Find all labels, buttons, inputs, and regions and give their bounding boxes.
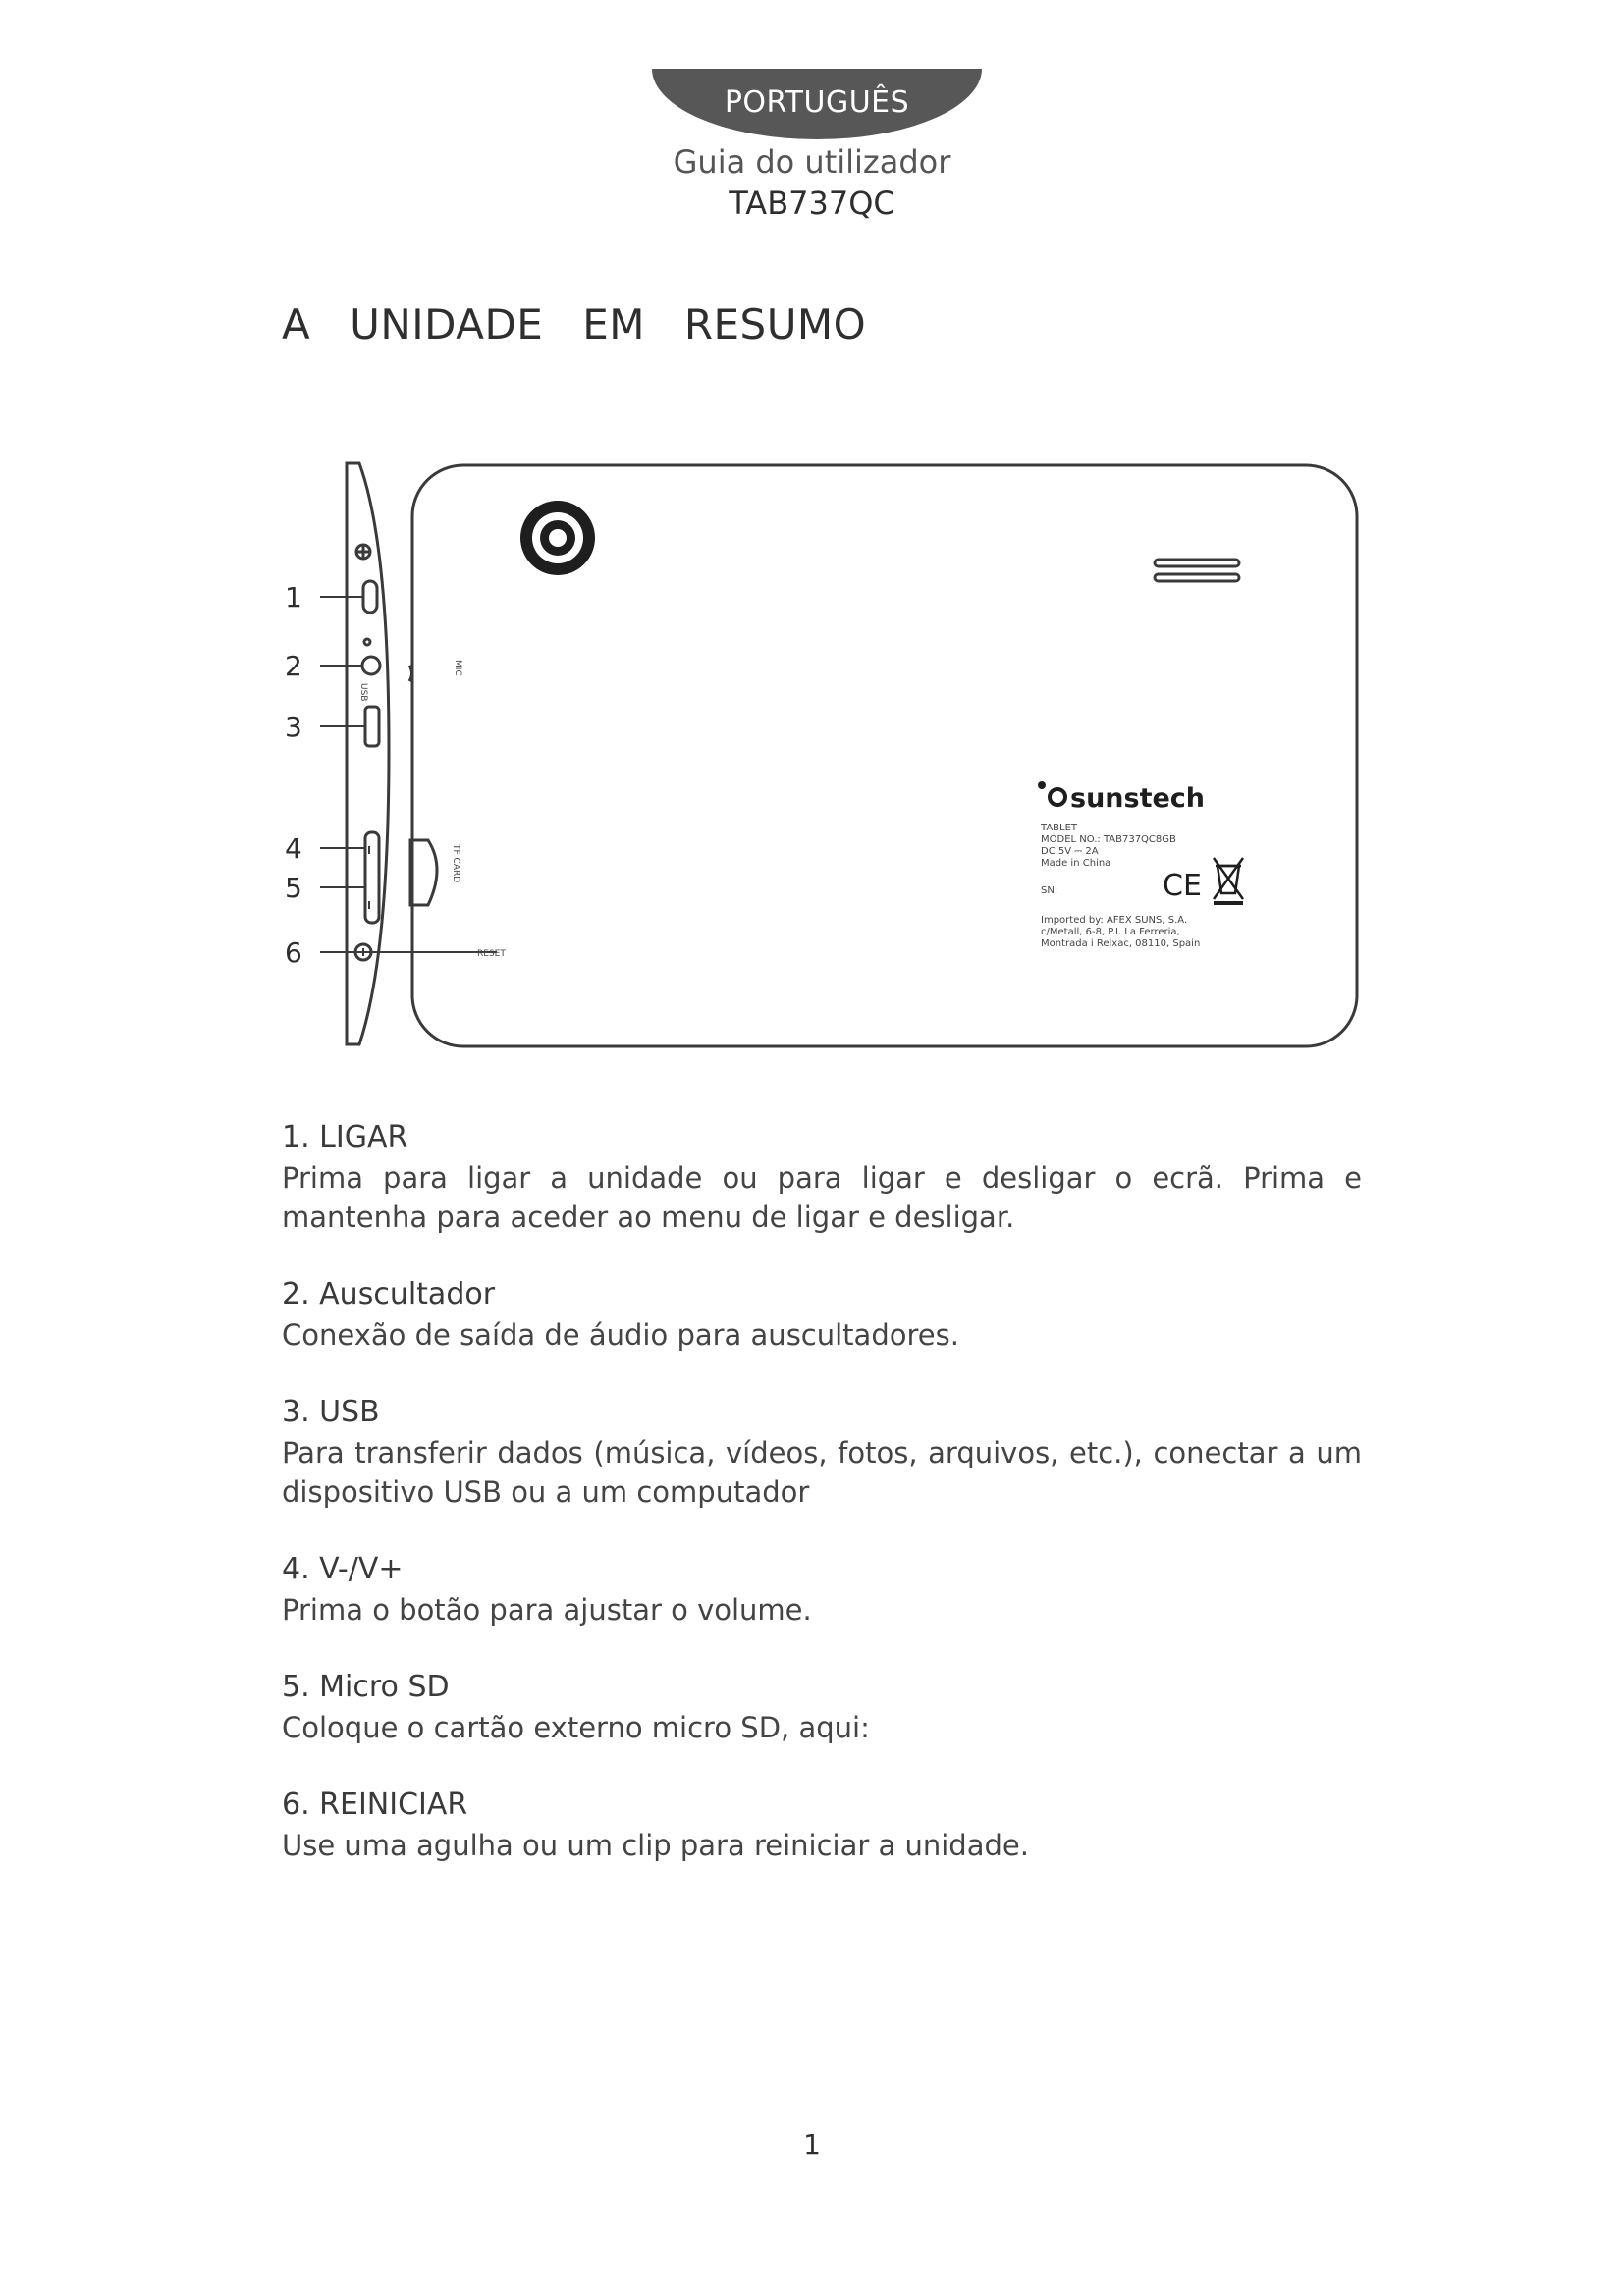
label-line-2: MODEL NO.: TAB737QC8GB bbox=[1041, 834, 1176, 845]
guide-title: Guia do utilizador bbox=[673, 143, 951, 181]
tf-card-label: TF CARD bbox=[451, 844, 460, 883]
label-line-4: Made in China bbox=[1041, 858, 1111, 869]
tablet-back-view bbox=[412, 465, 1357, 1046]
callout-4: 4 bbox=[285, 832, 302, 865]
label-line-8: Montrada i Reixac, 08110, Spain bbox=[1041, 938, 1201, 949]
tablet-side-view bbox=[347, 463, 437, 1044]
model-number: TAB737QC bbox=[729, 185, 895, 222]
speaker-grille-icon bbox=[1155, 560, 1239, 581]
section-title: A UNIDADE EM RESUMO bbox=[282, 300, 867, 348]
callout-1: 1 bbox=[285, 581, 302, 614]
language-tab: PORTUGUÊS bbox=[652, 69, 982, 139]
mic-label: MIC bbox=[453, 660, 462, 676]
item-title: 5. Micro SD bbox=[282, 1670, 450, 1704]
callout-6: 6 bbox=[285, 936, 302, 969]
feature-list bbox=[282, 1117, 1362, 1902]
list-item bbox=[282, 1392, 1362, 1512]
brand-name: sunstech bbox=[1070, 783, 1206, 814]
label-line-3: DC 5V ⎓ 2A bbox=[1041, 846, 1099, 857]
item-title: 2. Auscultador bbox=[282, 1277, 496, 1311]
item-text: Prima para ligar a unidade ou para ligar e desligar o ecrã. Prima e mantenha para aceder ao menu de ligar e desligar. bbox=[282, 1161, 1362, 1234]
item-title: 1. LIGAR bbox=[282, 1120, 408, 1154]
ce-mark: CE bbox=[1163, 869, 1202, 903]
sunstech-logo bbox=[1038, 781, 1205, 814]
list-item bbox=[282, 1549, 1362, 1629]
reset-label: RESET bbox=[477, 949, 506, 959]
item-text: Coloque o cartão externo micro SD, aqui: bbox=[282, 1711, 870, 1744]
item-text: Para transferir dados (música, vídeos, fotos, arquivos, etc.), conectar a um dispositivo USB ou a um computador bbox=[282, 1436, 1362, 1509]
callout-3: 3 bbox=[285, 711, 302, 743]
list-item bbox=[282, 1117, 1362, 1237]
usb-label: USB bbox=[358, 683, 368, 702]
item-title: 3. USB bbox=[282, 1395, 380, 1429]
item-text: Conexão de saída de áudio para auscultadores. bbox=[282, 1318, 959, 1352]
item-title: 6. REINICIAR bbox=[282, 1788, 468, 1822]
list-item bbox=[282, 1274, 1362, 1355]
camera-icon bbox=[520, 501, 595, 575]
callout-5: 5 bbox=[285, 872, 302, 904]
weee-bin-icon bbox=[1214, 858, 1243, 903]
label-line-5: SN: bbox=[1041, 885, 1058, 896]
page-number: 1 bbox=[803, 2128, 821, 2161]
item-title: 4. V-/V+ bbox=[282, 1552, 404, 1586]
list-item bbox=[282, 1667, 1362, 1747]
item-text: Prima o botão para ajustar o volume. bbox=[282, 1593, 812, 1627]
label-line-7: c/Metall, 6-8, P.I. La Ferreria, bbox=[1041, 927, 1180, 937]
label-line-6: Imported by: AFEX SUNS, S.A. bbox=[1041, 915, 1188, 926]
tablet-diagram bbox=[281, 455, 1361, 1056]
label-line-1: TABLET bbox=[1041, 823, 1078, 833]
item-text: Use uma agulha ou um clip para reiniciar a unidade. bbox=[282, 1829, 1029, 1862]
list-item bbox=[282, 1785, 1362, 1865]
callout-2: 2 bbox=[285, 650, 302, 682]
